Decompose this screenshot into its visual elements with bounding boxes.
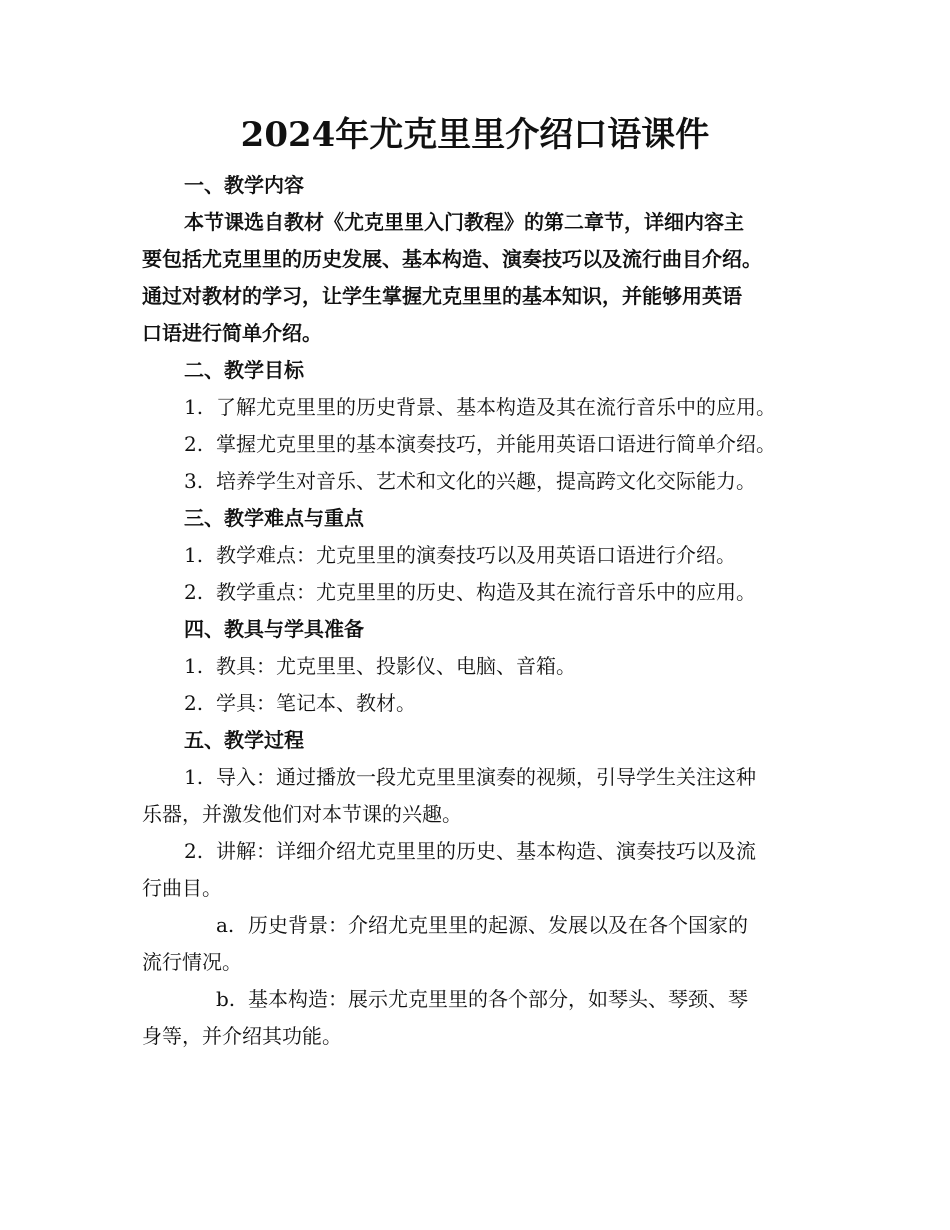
section-heading-materials: 四、教具与学具准备 xyxy=(184,617,364,641)
list-item xyxy=(142,574,822,611)
paragraph-line: 口语进行简单介绍。 xyxy=(142,321,322,345)
list-number: 1. xyxy=(184,543,204,567)
section-heading-process: 五、教学过程 xyxy=(184,728,304,752)
list-text: 教具：尤克里里、投影仪、电脑、音箱。 xyxy=(216,654,576,678)
list-letter: b. xyxy=(216,987,236,1011)
list-text: 基本构造：展示尤克里里的各个部分，如琴头、琴颈、琴 xyxy=(248,987,748,1011)
section-heading-content: 一、教学内容 xyxy=(184,173,304,197)
list-item xyxy=(142,685,822,722)
list-text: 学具：笔记本、教材。 xyxy=(216,691,416,715)
list-item-continuation: 乐器，并激发他们对本节课的兴趣。 xyxy=(142,802,462,826)
document-title: 2024年尤克里里介绍口语课件 xyxy=(240,115,710,155)
list-text: 导入：通过播放一段尤克里里演奏的视频，引导学生关注这种 xyxy=(216,765,756,789)
sub-list-item xyxy=(142,907,822,944)
list-item-continuation: 行曲目。 xyxy=(142,876,222,900)
list-text: 掌握尤克里里的基本演奏技巧，并能用英语口语进行简单介绍。 xyxy=(216,432,776,456)
list-item xyxy=(142,463,822,500)
list-number: 2. xyxy=(184,580,204,604)
list-number: 1. xyxy=(184,765,204,789)
list-text: 讲解：详细介绍尤克里里的历史、基本构造、演奏技巧以及流 xyxy=(216,839,756,863)
sub-list-item-continuation: 流行情况。 xyxy=(142,950,242,974)
list-text: 教学重点：尤克里里的历史、构造及其在流行音乐中的应用。 xyxy=(216,580,756,604)
document-body xyxy=(142,167,822,1055)
sub-list-item xyxy=(142,981,822,1018)
paragraph-line: 本节课选自教材《尤克里里入门教程》的第二章节，详细内容主 xyxy=(184,210,744,234)
section-heading-difficulties: 三、教学难点与重点 xyxy=(184,506,364,530)
list-item xyxy=(142,759,822,796)
list-letter: a. xyxy=(216,913,235,937)
list-number: 2. xyxy=(184,839,204,863)
list-text: 培养学生对音乐、艺术和文化的兴趣，提高跨文化交际能力。 xyxy=(216,469,756,493)
section-heading-objectives: 二、教学目标 xyxy=(184,358,304,382)
list-text: 历史背景：介绍尤克里里的起源、发展以及在各个国家的 xyxy=(248,913,748,937)
list-number: 2. xyxy=(184,432,204,456)
list-text: 了解尤克里里的历史背景、基本构造及其在流行音乐中的应用。 xyxy=(216,395,776,419)
list-text: 教学难点：尤克里里的演奏技巧以及用英语口语进行介绍。 xyxy=(216,543,736,567)
list-item xyxy=(142,648,822,685)
list-number: 3. xyxy=(184,469,204,493)
list-number: 1. xyxy=(184,395,204,419)
paragraph-line: 通过对教材的学习，让学生掌握尤克里里的基本知识，并能够用英语 xyxy=(142,284,742,308)
list-number: 1. xyxy=(184,654,204,678)
list-item xyxy=(142,833,822,870)
list-item xyxy=(142,389,822,426)
paragraph-line: 要包括尤克里里的历史发展、基本构造、演奏技巧以及流行曲目介绍。 xyxy=(142,247,762,271)
list-number: 2. xyxy=(184,691,204,715)
sub-list-item-continuation: 身等，并介绍其功能。 xyxy=(142,1024,342,1048)
list-item xyxy=(142,426,822,463)
list-item xyxy=(142,537,822,574)
